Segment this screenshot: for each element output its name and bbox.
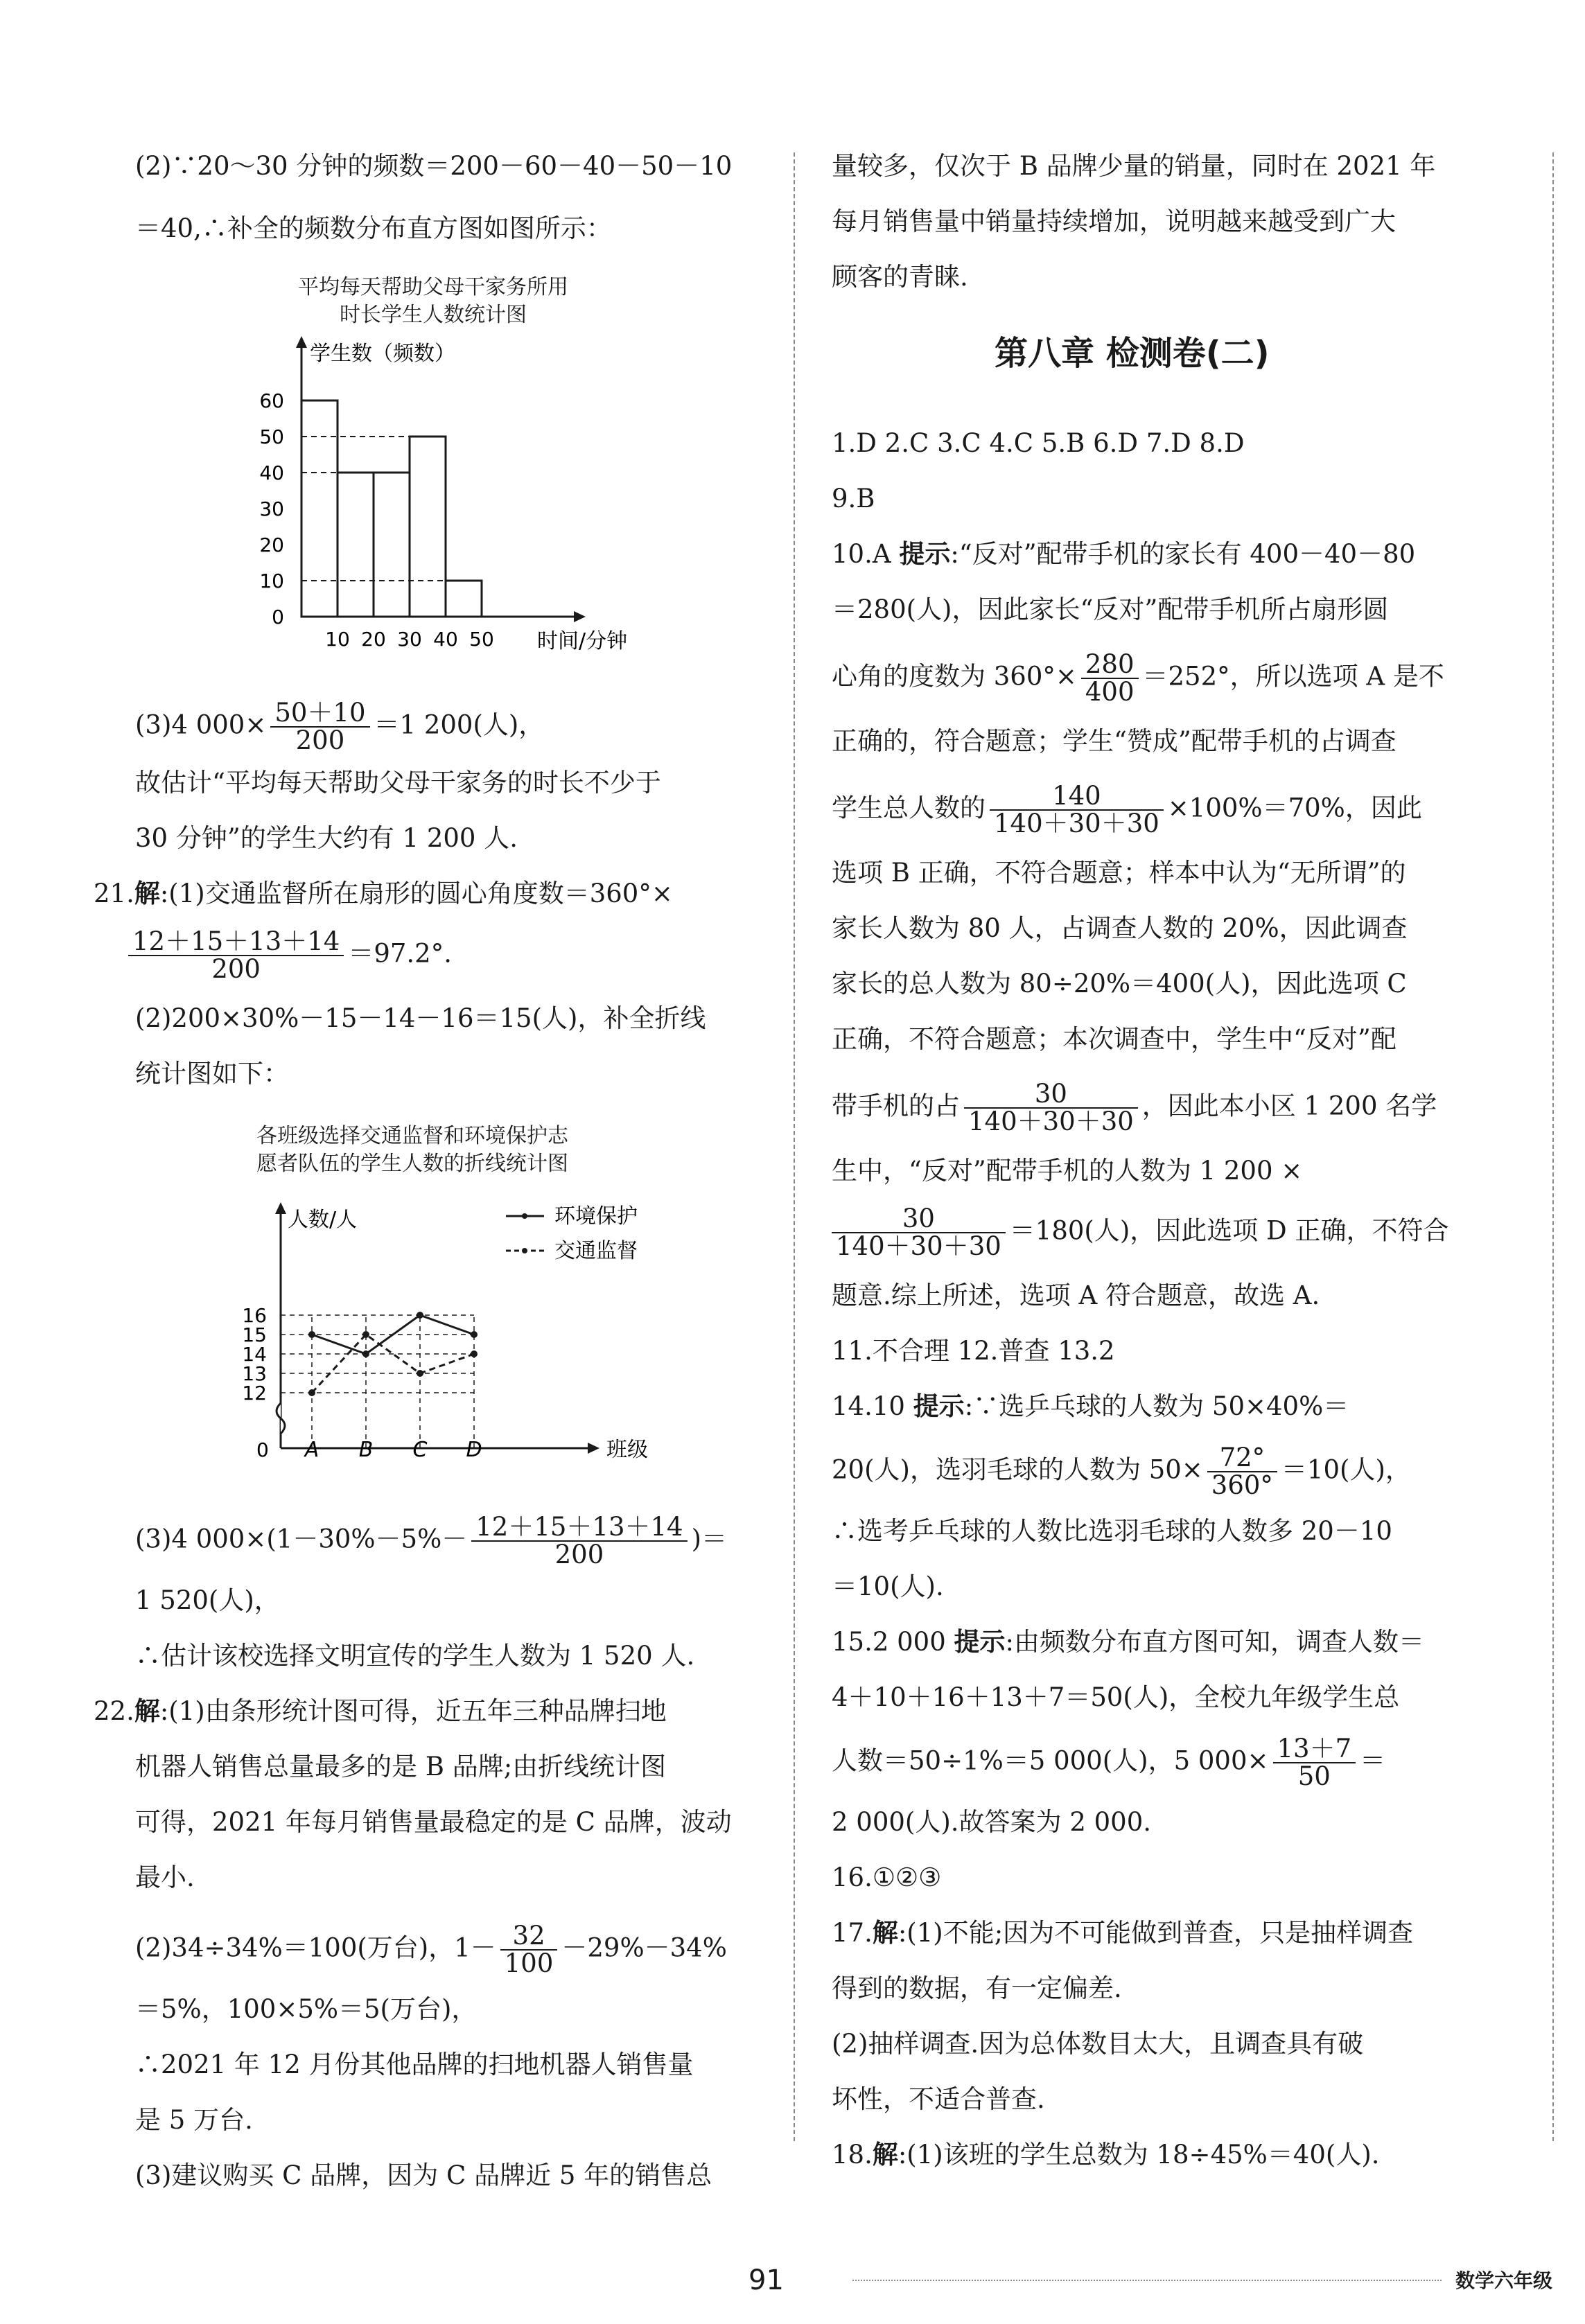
y-tick-label: 40	[259, 461, 284, 484]
denominator: 200	[295, 725, 345, 755]
hint-label: 提示	[913, 1391, 965, 1421]
fraction	[1273, 1736, 1356, 1790]
paragraph: 得到的数据，有一定偏差.	[832, 1973, 1122, 2003]
text: ＝10(人)，	[1281, 1454, 1411, 1485]
y-tick-label: 30	[259, 498, 284, 520]
fraction	[500, 1923, 558, 1977]
y-tick-label: 50	[259, 425, 284, 448]
answer-15	[832, 1628, 1424, 1656]
answer-14	[832, 1393, 1349, 1420]
text: (3)4 000×	[135, 710, 267, 740]
histogram-bar	[374, 473, 410, 617]
denominator: 360°	[1211, 1470, 1273, 1500]
paragraph: 家长人数为 80 人，占调查人数的 20%，因此调查	[832, 913, 1408, 943]
fraction	[964, 1081, 1138, 1135]
numerator: 12＋15＋13＋14	[128, 928, 344, 956]
text: 心角的度数为 360°×	[832, 661, 1077, 692]
paragraph: 每月销售量中销量持续增加，说明越来越受到广大	[832, 206, 1396, 236]
x-tick-label: D	[466, 1438, 482, 1462]
data-point	[308, 1331, 315, 1338]
y-tick-label: 16	[242, 1304, 267, 1327]
histogram-chart	[135, 333, 634, 651]
paragraph: 故估计“平均每天帮助父母干家务的时长不少于	[135, 768, 661, 798]
fraction	[990, 783, 1164, 837]
text: 14.10	[832, 1391, 913, 1421]
numerator: 30	[832, 1206, 1006, 1233]
text: －29%－34%	[561, 1933, 727, 1963]
answer-9: 9.B	[832, 484, 875, 513]
text: )＝	[691, 1524, 728, 1554]
x-tick-label: 50	[469, 628, 494, 651]
data-point	[471, 1350, 478, 1357]
linechart-title-line2: 愿者队伍的学生人数的折线统计图	[256, 1152, 568, 1176]
y-tick-label: 13	[242, 1362, 267, 1385]
data-point	[362, 1331, 369, 1338]
x-axis-arrow	[588, 1443, 599, 1454]
data-point	[417, 1370, 423, 1377]
fraction	[471, 1514, 687, 1568]
text: 学生总人数的	[832, 793, 986, 823]
footer-label: 数学六年级	[1455, 2269, 1553, 2292]
paragraph: 最小.	[135, 1863, 195, 1892]
paragraph: 可得，2021 年每月销售量最稳定的是 C 品牌，波动	[135, 1807, 732, 1837]
y-axis-label: 人数/人	[288, 1208, 358, 1232]
numerator: 72°	[1207, 1445, 1277, 1472]
text: ＝1 200(人)，	[374, 710, 545, 740]
histogram-title-line2: 时长学生人数统计图	[340, 303, 527, 327]
data-point	[308, 1389, 315, 1396]
numerator: 280	[1081, 651, 1139, 679]
denominator: 140＋30＋30	[968, 1107, 1134, 1136]
y-axis-arrow	[296, 336, 307, 348]
paragraph	[832, 1736, 1385, 1790]
paragraph: (2)∵20～30 分钟的频数＝200－60－40－50－10	[135, 151, 733, 181]
text: ＝180(人)，因此选项 D 正确，不符合	[1009, 1215, 1449, 1246]
text: 15.2 000	[832, 1627, 954, 1657]
text: 人数＝50÷1%＝5 000(人)，5 000×	[832, 1745, 1269, 1776]
hint-label: 提示	[954, 1627, 1006, 1657]
y-axis-label: 学生数（频数）	[310, 342, 455, 366]
denominator: 400	[1085, 677, 1135, 707]
paragraph: (2)200×30%－15－14－16＝15(人)，补全折线	[135, 1003, 706, 1033]
x-tick-label: 20	[361, 628, 386, 651]
text: ＝97.2°.	[348, 938, 452, 969]
histogram-bar	[301, 400, 338, 617]
legend-traffic: 交通监督	[554, 1239, 638, 1263]
fraction	[270, 700, 369, 754]
numerator: 32	[500, 1923, 558, 1951]
numerator: 30	[964, 1081, 1138, 1109]
y-tick-label: 20	[259, 534, 284, 556]
histogram-bar	[338, 473, 374, 617]
denominator: 100	[504, 1948, 554, 1978]
text: (2)34÷34%＝100(万台)，1－	[135, 1933, 496, 1963]
question-22	[94, 1698, 667, 1725]
legend-marker-env	[522, 1213, 527, 1219]
text: (1－30%－5%－	[266, 1524, 468, 1554]
paragraph: 坏性，不适合普查.	[832, 2084, 1045, 2114]
question-number: 21.	[94, 879, 134, 908]
paragraph: ＝10(人).	[832, 1572, 944, 1601]
legend-env: 环境保护	[554, 1204, 638, 1229]
x-tick-label: 10	[325, 628, 350, 651]
data-point	[362, 1350, 369, 1357]
paragraph: (2)抽样调查.因为总体数目太大，且调查具有破	[832, 2029, 1364, 2059]
paragraph	[135, 1514, 727, 1568]
denominator: 200	[554, 1540, 604, 1569]
text: ＝252°，所以选项 A 是不	[1142, 661, 1444, 692]
data-point	[471, 1331, 478, 1338]
paragraph: 顾客的青睐.	[832, 262, 968, 292]
x-tick-label: 40	[433, 628, 458, 651]
x-axis-label: 时间/分钟	[537, 629, 628, 651]
y-tick-label: 14	[242, 1343, 267, 1366]
fraction	[832, 1206, 1006, 1260]
paragraph: 家长的总人数为 80÷20%＝400(人)，因此选项 C	[832, 969, 1407, 998]
text: :(1)由条形统计图可得，近五年三种品牌扫地	[159, 1696, 667, 1726]
text: ×100%＝70%，因此	[1167, 793, 1422, 823]
paragraph: ∴选考乒乓球的人数比选羽毛球的人数多 20－10	[832, 1516, 1392, 1546]
paragraph: ∴估计该校选择文明宣传的学生人数为 1 520 人.	[135, 1641, 695, 1671]
paragraph: 机器人销售总量最多的是 B 品牌;由折线统计图	[135, 1752, 667, 1781]
numerator: 50＋10	[270, 700, 369, 728]
y-tick-label: 0	[272, 606, 284, 628]
histogram-bar	[410, 437, 446, 617]
x-tick-label: A	[304, 1438, 319, 1462]
paragraph: 4＋10＋16＋13＋7＝50(人)，全校九年级学生总	[832, 1682, 1400, 1712]
paragraph	[832, 783, 1422, 837]
footer-rule	[852, 2280, 1442, 2281]
answer-marker: 解	[872, 1918, 898, 1948]
histogram-bar	[446, 581, 482, 617]
text: :“反对”配带手机的家长有 400－40－80	[950, 539, 1416, 569]
paragraph	[135, 1923, 727, 1977]
paragraph: 统计图如下：	[135, 1059, 289, 1089]
y-tick-label: 15	[242, 1323, 267, 1346]
text: ＝	[1360, 1745, 1386, 1776]
fraction	[1207, 1445, 1277, 1499]
hint-label: 提示	[899, 539, 951, 569]
y-axis-arrow	[275, 1202, 286, 1214]
axis-break	[277, 1403, 285, 1434]
histogram-title	[260, 274, 606, 329]
paragraph	[128, 928, 452, 983]
answers-11-13: 11.不合理 12.普查 13.2	[832, 1336, 1115, 1366]
linechart-title	[218, 1123, 606, 1178]
section-title: 第八章 检测卷(二)	[995, 334, 1270, 373]
text: 20(人)，选羽毛球的人数为 50×	[832, 1454, 1203, 1485]
margin-divider	[1552, 152, 1554, 2141]
paragraph: 正确的，符合题意；学生“赞成”配带手机的占调查	[832, 726, 1396, 756]
answer-marker: 解	[134, 1696, 160, 1726]
text: ，因此本小区 1 200 名学	[1141, 1091, 1437, 1121]
text: :(1)不能;因为不可能做到普查，只是抽样调查	[897, 1918, 1414, 1948]
answer-marker: 解	[872, 2140, 898, 2169]
paragraph: (3)建议购买 C 品牌，因为 C 品牌近 5 年的销售总	[135, 2160, 712, 2190]
paragraph: 正确，不符合题意；本次调查中，学生中“反对”配	[832, 1024, 1396, 1054]
answer-17	[832, 1919, 1413, 1947]
text: :∵选乒乓球的人数为 50×40%＝	[964, 1391, 1349, 1421]
text: :(1)交通监督所在扇形的圆心角度数＝360°×	[159, 879, 673, 908]
question-number: 17.	[832, 1918, 873, 1948]
answer-18	[832, 2141, 1380, 2169]
numerator: 13＋7	[1273, 1736, 1356, 1763]
answers-1-8: 1.D 2.C 3.C 4.C 5.B 6.D 7.D 8.D	[832, 428, 1245, 458]
paragraph: 2 000(人).故答案为 2 000.	[832, 1807, 1152, 1837]
paragraph: 量较多，仅次于 B 品牌少量的销量，同时在 2021 年	[832, 151, 1436, 181]
paragraph	[832, 1445, 1411, 1499]
x-tick-label: B	[358, 1438, 374, 1462]
x-axis-label: 班级	[606, 1438, 648, 1462]
question-number: 18.	[832, 2140, 873, 2169]
text: (3)4 000×	[135, 1524, 267, 1554]
denominator: 140＋30＋30	[836, 1231, 1001, 1261]
paragraph: 30 分钟”的学生大约有 1 200 人.	[135, 823, 518, 853]
numerator: 140	[990, 783, 1164, 811]
paragraph: ＝5%，100×5%＝5(万台)，	[135, 1994, 478, 2024]
answer-marker: 解	[134, 879, 160, 908]
fraction	[128, 928, 344, 983]
paragraph: ∴2021 年 12 月份其他品牌的扫地机器人销售量	[135, 2050, 694, 2079]
linechart-title-line1: 各班级选择交通监督和环境保护志	[256, 1124, 568, 1148]
denominator: 50	[1297, 1761, 1331, 1791]
paragraph	[832, 1081, 1437, 1135]
text: 带手机的占	[832, 1091, 960, 1121]
line-chart	[135, 1199, 676, 1469]
legend-marker-traffic	[522, 1248, 527, 1253]
question-number: 22.	[94, 1696, 134, 1726]
paragraph: 1 520(人)，	[135, 1585, 280, 1615]
paragraph: 题意.综上所述，选项 A 符合题意，故选 A.	[832, 1280, 1320, 1310]
text: :(1)该班的学生总数为 18÷45%＝40(人).	[897, 2140, 1380, 2169]
x-tick-label: C	[412, 1438, 428, 1462]
denominator: 200	[211, 954, 261, 984]
text: :由频数分布直方图可知，调查人数＝	[1005, 1627, 1424, 1657]
paragraph: ＝280(人)，因此家长“反对”配带手机所占扇形圆	[832, 595, 1389, 624]
paragraph: 生中，“反对”配带手机的人数为 1 200 ×	[832, 1156, 1303, 1186]
paragraph: 是 5 万台.	[135, 2105, 253, 2135]
answer-10	[832, 540, 1415, 568]
histogram-title-line1: 平均每天帮助父母干家务所用	[298, 275, 568, 299]
denominator: 140＋30＋30	[994, 809, 1159, 838]
paragraph	[832, 651, 1444, 705]
paragraph: ＝40,∴补全的频数分布直方图如图所示：	[135, 213, 612, 243]
origin-label: 0	[256, 1438, 269, 1461]
y-tick-label: 10	[259, 570, 284, 592]
text: 10.A	[832, 539, 900, 569]
data-point	[417, 1312, 423, 1319]
x-axis-arrow	[574, 611, 586, 622]
x-tick-label: 30	[397, 628, 422, 651]
numerator: 12＋15＋13＋14	[471, 1514, 687, 1542]
paragraph	[135, 700, 544, 754]
paragraph	[832, 1206, 1448, 1260]
question-21	[94, 880, 673, 908]
paragraph: 选项 B 正确，不符合题意；样本中认为“无所谓”的	[832, 858, 1406, 888]
y-tick-label: 60	[259, 389, 284, 412]
fraction	[1081, 651, 1139, 705]
page-number: 91	[748, 2264, 784, 2296]
column-divider	[794, 152, 795, 2141]
y-tick-label: 12	[242, 1382, 267, 1405]
answer-16: 16.①②③	[832, 1863, 942, 1892]
